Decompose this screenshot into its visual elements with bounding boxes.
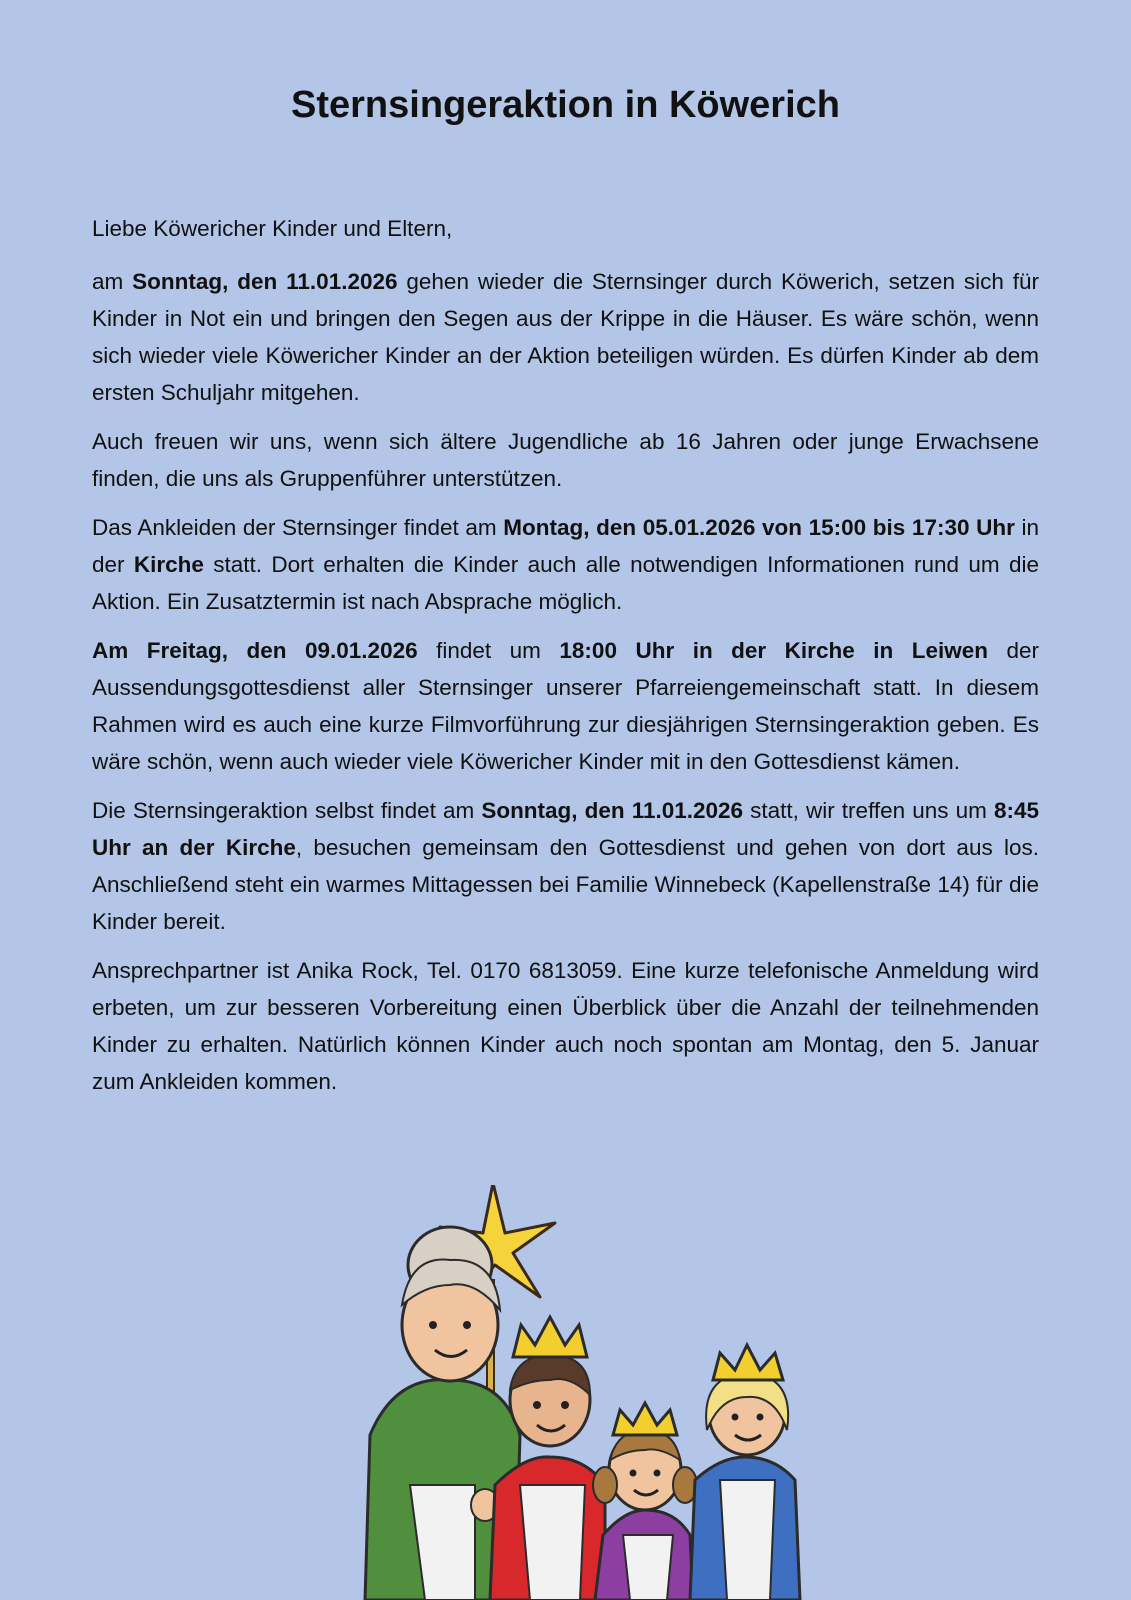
sternsinger-group-illustration — [355, 1185, 825, 1600]
paragraph-sending-service — [92, 632, 1039, 780]
date-highlight: Sonntag, den 11.01.2026 — [481, 798, 744, 823]
text-run: am — [92, 269, 133, 294]
text-run: der Aussendungsgottesdienst aller Sternsinger unserer Pfarreiengemeinschaft statt. In diesem Rahmen wird es auch eine kurze Filmvorführung zur diesjährigen Sternsingeraktion geben. Es wäre schön, wenn auch wieder viele Köwericher Kinder mit in den Gottesdienst kämen. — [92, 638, 1039, 774]
text-run: findet um — [417, 638, 560, 663]
text-run: , besuchen gemeinsam den Gottesdienst und gehen von dort aus los. Anschließend steht ein warmes Mittagessen bei Familie Winnebeck (Kapellenstraße 14) für die Kinder bereit. — [92, 835, 1039, 934]
date-highlight: Sonntag, den 11.01.2026 — [132, 269, 398, 294]
page-title: Sternsingeraktion in Köwerich — [291, 84, 840, 126]
salutation: Liebe Köwericher Kinder und Eltern, — [92, 216, 453, 241]
text-run: Die Sternsingeraktion selbst findet am — [92, 798, 482, 823]
text-run: statt, wir treffen uns um — [743, 798, 994, 823]
text-run: Das Ankleiden der Sternsinger findet am — [92, 515, 504, 540]
paragraph-group-leaders: Auch freuen wir uns, wenn sich ältere Jugendliche ab 16 Jahren oder junge Erwachsene finden, die uns als Gruppenführer unterstützen. — [92, 429, 1039, 491]
text-run: gehen wieder die Sternsinger durch Köwerich, setzen sich für Kinder in Not ein und bringen den Segen aus der Krippe in die Häuser. Es wäre schön, wenn sich wieder viele Köwericher Kinder an der Aktion beteiligen würden. Es dürfen Kinder ab dem ersten Schuljahr mitgehen. — [92, 269, 1039, 405]
paragraph-action-day — [92, 792, 1039, 940]
date-highlight: Am Freitag, den 09.01.2026 — [92, 638, 418, 663]
date-highlight: Montag, den 05.01.2026 von 15:00 bis 17:30 Uhr — [503, 515, 1015, 540]
location-highlight: Kirche — [133, 552, 204, 577]
text-run: in der — [92, 515, 1040, 577]
letter-body — [92, 210, 1039, 1112]
time-location-highlight: 18:00 Uhr in der Kirche in Leiwen — [559, 638, 988, 663]
crown-icon — [613, 1403, 677, 1435]
paragraph-dressing — [92, 509, 1039, 620]
child-figure-purple — [593, 1403, 697, 1600]
paragraph-intro — [92, 263, 1039, 411]
crown-icon — [513, 1317, 587, 1357]
time-location-highlight: 8:45 Uhr an der Kirche — [92, 798, 1039, 860]
crown-icon — [713, 1345, 783, 1380]
child-figure-blue — [690, 1345, 800, 1600]
paragraph-contact: Ansprechpartner ist Anika Rock, Tel. 0170 6813059. Eine kurze telefonische Anmeldung wird erbeten, um zur besseren Vorbereitung einen Überblick über die Anzahl der teilnehmenden Kinder zu erhalten. Natürlich können Kinder auch noch spontan am Montag, den 5. Januar zum Ankleiden kommen. — [92, 958, 1039, 1094]
text-run: statt. Dort erhalten die Kinder auch alle notwendigen Informationen rund um die Aktion. Ein Zusatztermin ist nach Absprache möglich. — [92, 552, 1039, 614]
